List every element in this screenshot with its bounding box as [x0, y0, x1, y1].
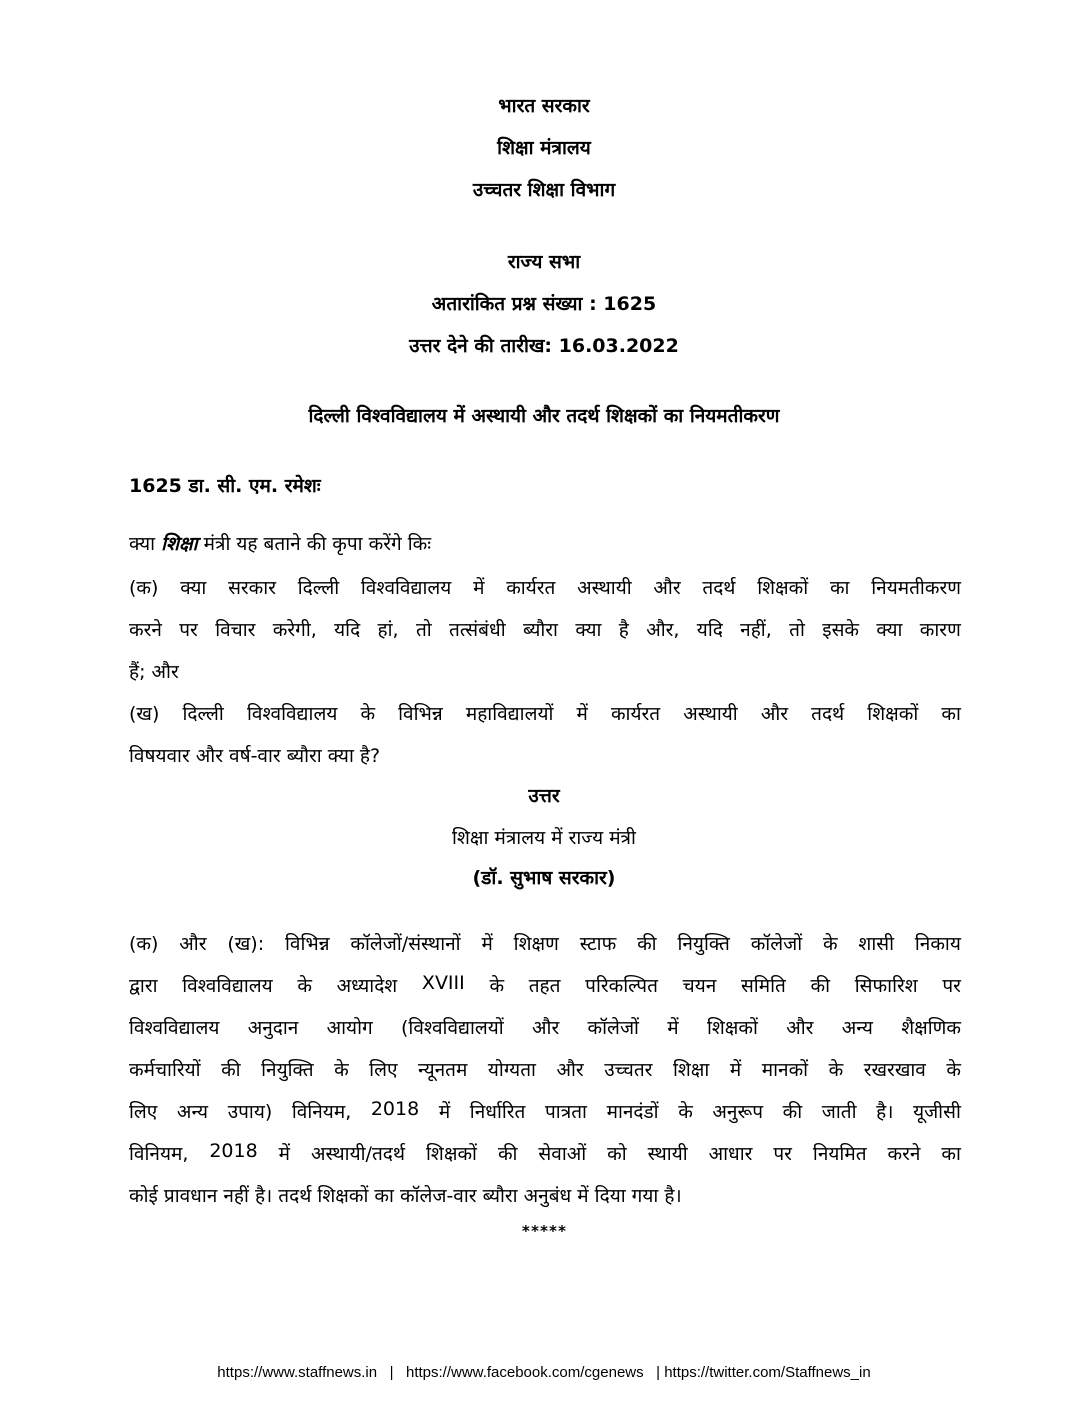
answer-line [129, 930, 961, 956]
word: और [653, 577, 681, 599]
word: शिक्षकों [757, 577, 809, 599]
word: विनियम, [291, 1101, 352, 1123]
word: कॉलेजों [587, 1017, 639, 1039]
word: अनुदान [247, 1017, 299, 1039]
answer-date: उत्तर देने की तारीख: 16.03.2022 [409, 335, 679, 357]
word: में [473, 577, 485, 599]
word: में [481, 933, 493, 955]
word: में [576, 703, 588, 725]
word: यूजीसी [913, 1101, 961, 1123]
word: सरकार [228, 577, 276, 599]
answer-line-words [129, 972, 961, 998]
word: पर [179, 619, 198, 641]
word: (ख): [227, 933, 265, 955]
word: का [941, 1143, 961, 1165]
footer-link-facebook[interactable]: https://www.facebook.com/cgenews [406, 1364, 644, 1381]
word: दिल्ली [182, 703, 224, 725]
word: 2018 [209, 1140, 258, 1162]
word: विश्वविद्यालय [246, 703, 338, 725]
word: शिक्षकों [425, 1143, 477, 1165]
house-title: राज्य सभा [507, 251, 581, 273]
question-intro-pre: क्या [129, 533, 156, 555]
word: निर्धारित [469, 1101, 526, 1123]
word: विश्वविद्यालय [182, 975, 273, 997]
word: चयन [682, 975, 717, 997]
word: शासी [858, 933, 895, 955]
word: विश्वविद्यालय [129, 1017, 220, 1039]
word: और [532, 1017, 560, 1039]
answer-line [129, 1056, 961, 1082]
question-ka-line-3: हैं; और [129, 661, 179, 683]
question-ka-line-2 [129, 616, 961, 642]
footer-separator: | [643, 1364, 665, 1381]
word: में [438, 1101, 451, 1123]
word: के [360, 703, 376, 725]
word: तो [415, 619, 432, 641]
answer-line [129, 1140, 961, 1166]
word: नहीं, [740, 619, 772, 641]
footer-link-twitter[interactable]: https://twitter.com/Staffnews_in [664, 1364, 871, 1381]
govt-title: भारत सरकार [498, 95, 590, 117]
question-kha-line-2: विषयवार और वर्ष-वार ब्यौरा क्या है? [129, 745, 381, 767]
word: आयोग [326, 1017, 373, 1039]
word: उपाय) [227, 1101, 273, 1123]
question-intro [129, 530, 431, 556]
word: जाती [821, 1101, 857, 1123]
word: और, [646, 619, 680, 641]
word: निकाय [914, 933, 961, 955]
word: और [760, 703, 789, 725]
end-mark: ***** [521, 1222, 567, 1240]
word: का [941, 703, 961, 725]
answer-line-words [129, 1014, 961, 1040]
word: कार्यरत [506, 577, 556, 599]
word: सिफारिश [854, 975, 918, 997]
word: इसके [822, 619, 859, 641]
word: तदर्थ [702, 577, 736, 599]
word: उच्चतर [604, 1059, 653, 1081]
word: के [334, 1059, 349, 1081]
word: विभिन्न [398, 703, 443, 725]
word: कार्यरत [610, 703, 661, 725]
word: में [729, 1059, 742, 1081]
word: शिक्षकों [706, 1017, 758, 1039]
question-kha-line-1 [129, 700, 961, 726]
word: (क) [129, 577, 159, 599]
word: की [497, 1143, 518, 1165]
word: में [667, 1017, 679, 1039]
word: आधार [708, 1143, 753, 1165]
minister-name: (डॉ. सुभाष सरकार) [472, 867, 616, 889]
question-intro-emphasis: शिक्षा [161, 533, 198, 555]
word: है [618, 619, 629, 641]
answer-line [129, 1014, 961, 1040]
question-kha [129, 700, 961, 726]
word: रखरखाव [863, 1059, 926, 1081]
word: स्टाफ [579, 933, 617, 955]
answer-line-words [129, 1056, 961, 1082]
answer-line: कोई प्रावधान नहीं है। तदर्थ शिक्षकों का कॉलेज-वार ब्यौरा अनुबंध में दिया गया है। [129, 1185, 682, 1207]
word: क्या [575, 619, 602, 641]
word: तत्संबंधी [449, 619, 506, 641]
question-ka-2 [129, 616, 961, 642]
word: यदि [334, 619, 361, 641]
word: मानदंडों [606, 1101, 659, 1123]
word: यदि [696, 619, 723, 641]
word: के [946, 1059, 961, 1081]
word: लिए [369, 1059, 398, 1081]
word: शैक्षणिक [901, 1017, 961, 1039]
word: स्थायी [647, 1143, 688, 1165]
word: की [782, 1101, 803, 1123]
word: (ख) [129, 703, 160, 725]
word: 2018 [370, 1098, 420, 1120]
word: महाविद्यालयों [465, 703, 554, 725]
word: अस्थायी [577, 577, 632, 599]
question-number: अतारांकित प्रश्न संख्या : 1625 [431, 293, 657, 315]
word: नियुक्ति [677, 933, 730, 955]
word: द्वारा [129, 975, 158, 997]
word: योग्यता [487, 1059, 536, 1081]
word: अन्य [841, 1017, 873, 1039]
asker-line: 1625 डा. सी. एम. रमेशः [129, 475, 321, 497]
word: न्यूनतम [418, 1059, 468, 1081]
word: नियमित [812, 1143, 867, 1165]
question-ka-line-1 [129, 574, 961, 600]
word: अस्थायी [683, 703, 738, 725]
word: नियुक्ति [261, 1059, 314, 1081]
word: दिल्ली [297, 577, 340, 599]
word: है। [876, 1101, 894, 1123]
word: पर [773, 1143, 792, 1165]
word: के [822, 933, 838, 955]
word: विभिन्न [284, 933, 330, 955]
word: ब्यौरा [522, 619, 558, 641]
word: शिक्षकों [867, 703, 919, 725]
word: करने [129, 619, 162, 641]
word: कारण [919, 619, 961, 641]
word: विश्वविद्यालय [360, 577, 452, 599]
answer-line-words [129, 1140, 961, 1166]
word: शिक्षा [672, 1059, 710, 1081]
word: कॉलेजों [750, 933, 803, 955]
word: अध्यादेश [336, 975, 398, 997]
word: की [637, 933, 657, 955]
word: विचार [215, 619, 256, 641]
word: नियमतीकरण [871, 577, 961, 599]
word: के [297, 975, 312, 997]
word: और [556, 1059, 584, 1081]
word: करेगी, [272, 619, 317, 641]
footer-link-staffnews[interactable]: https://www.staffnews.in [217, 1364, 378, 1381]
question-intro-post: मंत्री यह बताने की कृपा करेंगे किः [203, 533, 432, 555]
word: अनुरूप [712, 1101, 764, 1123]
answer-line-words [129, 1098, 961, 1124]
footer-separator: | [377, 1364, 406, 1381]
answer-line [129, 1098, 961, 1124]
word: के [828, 1059, 844, 1081]
subject-title: दिल्ली विश्वविद्यालय में अस्थायी और तदर्थ शिक्षकों का नियमतीकरण [308, 405, 780, 427]
word: (विश्वविद्यालयों [400, 1017, 504, 1039]
word: और [786, 1017, 814, 1039]
answer-heading: उत्तर [528, 785, 560, 807]
word: परिकल्पित [585, 975, 658, 997]
word: पर [942, 975, 961, 997]
word: करने [887, 1143, 921, 1165]
word: अस्थायी/तदर्थ [311, 1143, 406, 1165]
word: को [607, 1143, 627, 1165]
word: सेवाओं [538, 1143, 587, 1165]
word: तहत [528, 975, 561, 997]
word: में [278, 1143, 291, 1165]
word: तदर्थ [811, 703, 845, 725]
word: की [810, 975, 831, 997]
ministry-title: शिक्षा मंत्रालय [497, 137, 591, 159]
word: क्या [180, 577, 207, 599]
answer-line [129, 972, 961, 998]
word: लिए [129, 1101, 158, 1123]
word: कर्मचारियों [129, 1059, 201, 1081]
word: तो [789, 619, 805, 641]
word: पात्रता [545, 1101, 587, 1123]
word: XVIII [421, 972, 465, 994]
word: विनियम, [129, 1143, 189, 1165]
word: के [678, 1101, 693, 1123]
footer-links [0, 1364, 1088, 1381]
word: कॉलेजों/संस्थानों [350, 933, 461, 955]
word: मानकों [761, 1059, 809, 1081]
word: शिक्षण [513, 933, 559, 955]
word: के [489, 975, 505, 997]
word: क्या [876, 619, 903, 641]
word: (क) [129, 933, 159, 955]
word: हां, [377, 619, 399, 641]
word: समिति [740, 975, 786, 997]
question-ka [129, 574, 961, 600]
minister-title: शिक्षा मंत्रालय में राज्य मंत्री [452, 827, 636, 849]
word: की [221, 1059, 241, 1081]
department-title: उच्चतर शिक्षा विभाग [472, 179, 616, 201]
word: और [179, 933, 207, 955]
word: का [829, 577, 850, 599]
word: अन्य [176, 1101, 209, 1123]
answer-line-words [129, 930, 961, 956]
